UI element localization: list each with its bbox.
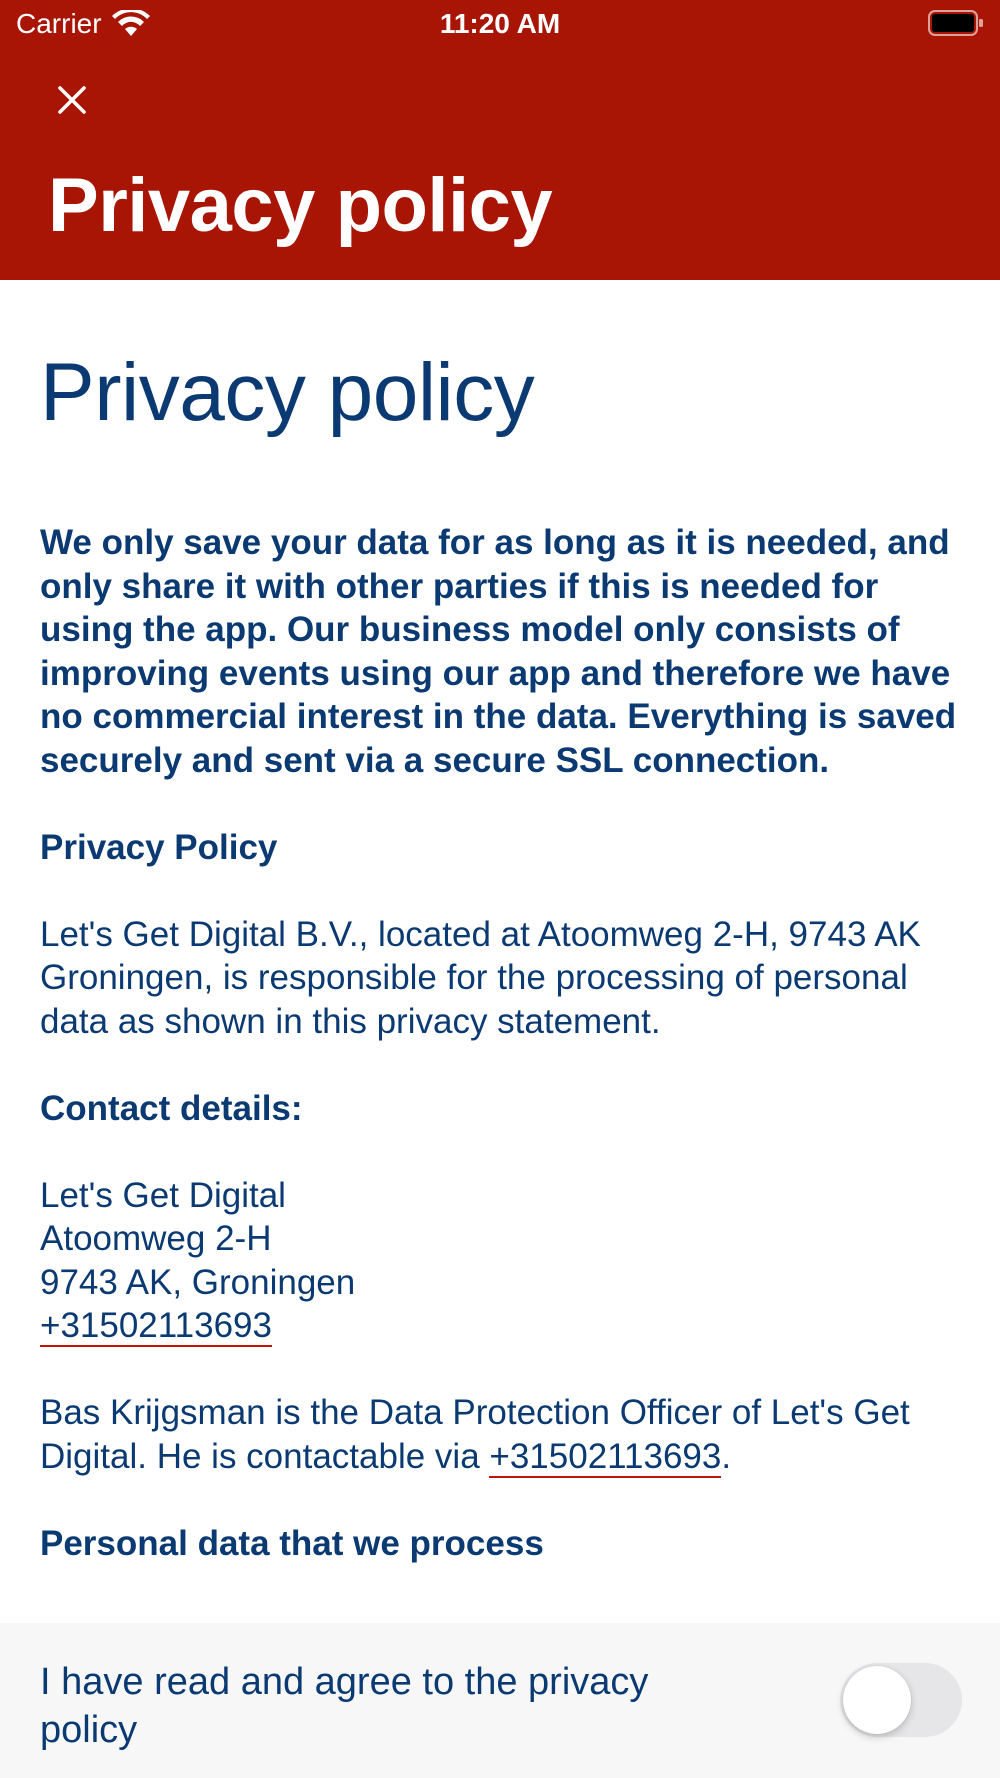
personal-data-heading: Personal data that we process	[40, 1523, 544, 1563]
status-bar	[0, 0, 1000, 50]
contact-company: Let's Get Digital	[40, 1175, 286, 1215]
agree-label: I have read and agree to the privacy policy	[40, 1661, 649, 1751]
privacy-policy-heading: Privacy Policy	[40, 827, 278, 867]
dpo-text: Bas Krijgsman is the Data Protection Officer of Let's Get Digital. He is contactable via	[40, 1393, 910, 1476]
battery-icon	[928, 10, 984, 36]
close-icon[interactable]	[52, 80, 92, 120]
dpo-phone-link[interactable]: +31502113693	[489, 1436, 722, 1476]
dpo-paragraph	[40, 1391, 970, 1478]
navigation-header	[0, 0, 1000, 280]
contact-address	[40, 1174, 970, 1348]
agree-toggle[interactable]	[840, 1663, 962, 1737]
contact-street: Atoomweg 2-H	[40, 1219, 272, 1258]
contact-phone-link[interactable]: +31502113693	[40, 1306, 272, 1345]
agreement-footer	[0, 1623, 1000, 1778]
header-title: Privacy policy	[48, 163, 553, 248]
privacy-policy-paragraph: Let's Get Digital B.V., located at Atoomweg 2-H, 9743 AK Groningen, is responsible for the processing of personal data as shown in this privacy statement.	[40, 914, 921, 1041]
dpo-text-end: .	[721, 1436, 732, 1476]
carrier-label: Carrier	[16, 8, 102, 39]
privacy-policy-content[interactable]	[40, 280, 970, 1623]
clock: 11:20 AM	[439, 8, 561, 39]
contact-city: 9743 AK, Groningen	[40, 1262, 356, 1302]
toggle-knob	[843, 1666, 911, 1734]
contact-details-heading: Contact details:	[40, 1088, 303, 1128]
intro-paragraph: We only save your data for as long as it is needed, and only share it with other parties if this is needed for using the app. Our business model only consists of improving events using our app and therefore we have no commercial interest in the data. Everything is saved securely and sent via a secure SSL connection.	[40, 523, 957, 780]
page-title: Privacy policy	[40, 347, 535, 438]
